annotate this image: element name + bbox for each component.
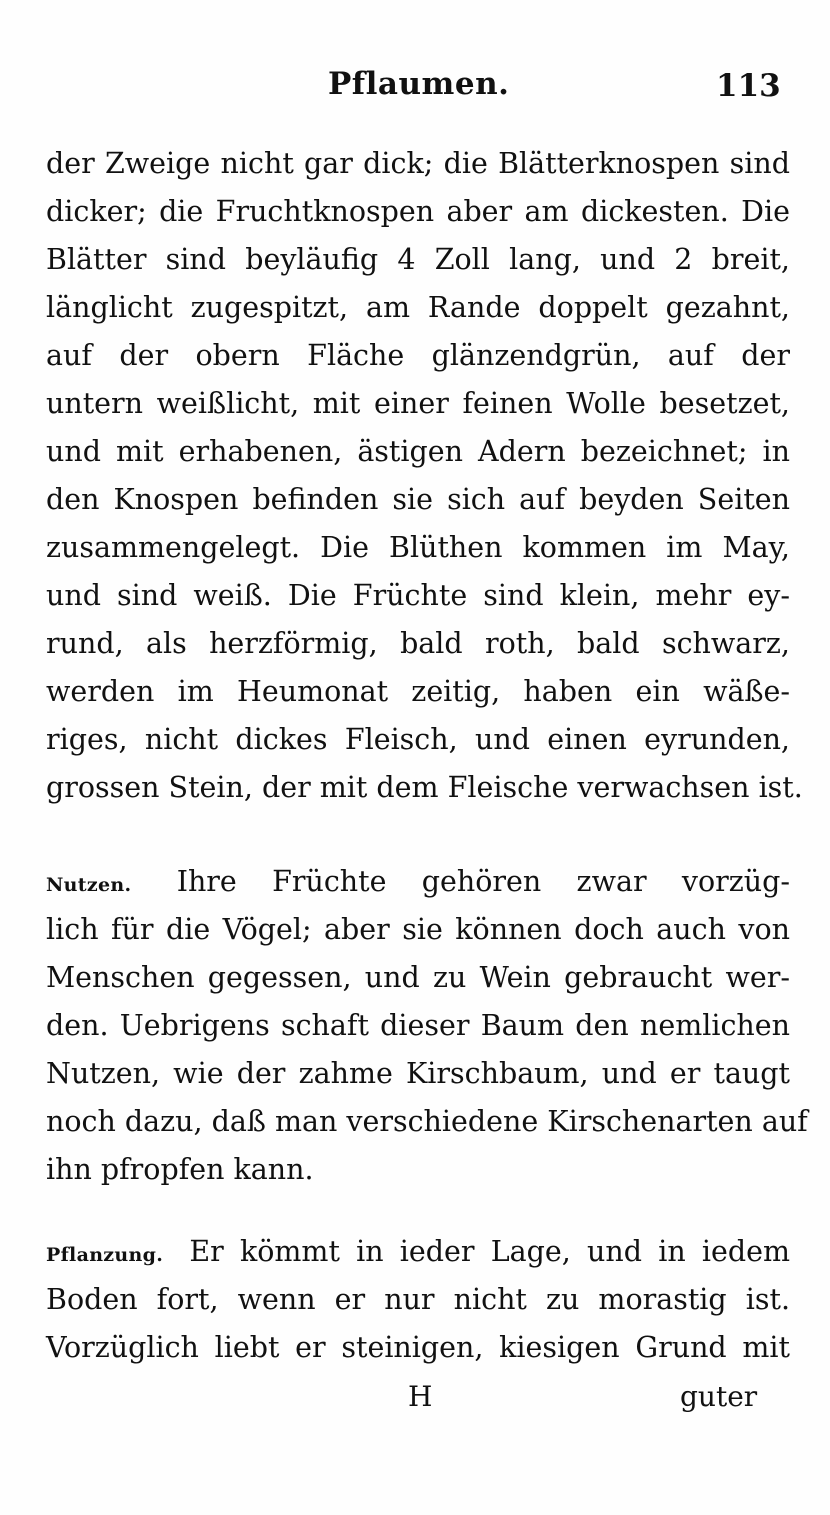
first-line-text: Er kömmt in ieder Lage, und in iedem <box>189 1235 790 1268</box>
text-line: zusammengelegt. Die Blüthen kommen im May, <box>46 531 790 564</box>
text-line-with-sidenote <box>46 858 790 906</box>
text-line: auf der obern Fläche glänzendgrün, auf der <box>46 339 790 372</box>
text-line: untern weißlicht, mit einer feinen Wolle besetzet, <box>46 387 790 420</box>
text-line: den. Uebrigens schaft dieser Baum den nemlichen <box>46 1009 790 1042</box>
text-line: Blätter sind beyläufig 4 Zoll lang, und 2 breit, <box>46 243 790 276</box>
first-line-text: Ihre Früchte gehören zwar vorzüg- <box>176 865 791 898</box>
catchword: guter <box>680 1380 758 1413</box>
text-line: dicker; die Fruchtknospen aber am dickesten. Die <box>46 195 790 228</box>
text-line: ihn pfropfen kann. <box>46 1153 314 1186</box>
text-line: Menschen gegessen, und zu Wein gebraucht wer- <box>46 961 790 994</box>
text-line: und mit erhabenen, ästigen Adern bezeichnet; in <box>46 435 790 468</box>
text-line: Vorzüglich liebt er steinigen, kiesigen Grund mit <box>46 1331 790 1364</box>
text-line: länglicht zugespitzt, am Rande doppelt gezahnt, <box>46 291 790 324</box>
running-title: Pflaumen. <box>328 66 510 102</box>
text-line: noch dazu, daß man verschiedene Kirschenarten auf <box>46 1105 808 1138</box>
text-line: den Knospen befinden sie sich auf beyden Seiten <box>46 483 790 516</box>
text-line: lich für die Vögel; aber sie können doch auch von <box>46 913 790 946</box>
sidenote-nutzen: Nutzen. <box>46 874 132 896</box>
page-footer <box>0 1380 830 1420</box>
paragraph-nutzen <box>46 858 808 1194</box>
text-line: Nutzen, wie der zahme Kirschbaum, und er taugt <box>46 1057 790 1090</box>
page-number: 113 <box>716 68 781 104</box>
text-line: und sind weiß. Die Früchte sind klein, mehr ey- <box>46 579 790 612</box>
text-line: werden im Heumonat zeitig, haben ein wäße- <box>46 675 790 708</box>
text-line: grossen Stein, der mit dem Fleische verwachsen ist. <box>46 771 803 804</box>
text-line-with-sidenote <box>46 1228 790 1276</box>
text-line: Boden fort, wenn er nur nicht zu morastig ist. <box>46 1283 790 1316</box>
signature-mark: H <box>408 1380 433 1413</box>
text-line: rund, als herzförmig, bald roth, bald schwarz, <box>46 627 790 660</box>
paragraph-pflanzung <box>46 1228 790 1372</box>
sidenote-pflanzung: Pflanzung. <box>46 1244 164 1266</box>
paragraph-description <box>46 140 803 812</box>
text-line: der Zweige nicht gar dick; die Blätterknospen sind <box>46 147 790 180</box>
text-line: riges, nicht dickes Fleisch, und einen eyrunden, <box>46 723 790 756</box>
page-header <box>0 62 830 112</box>
